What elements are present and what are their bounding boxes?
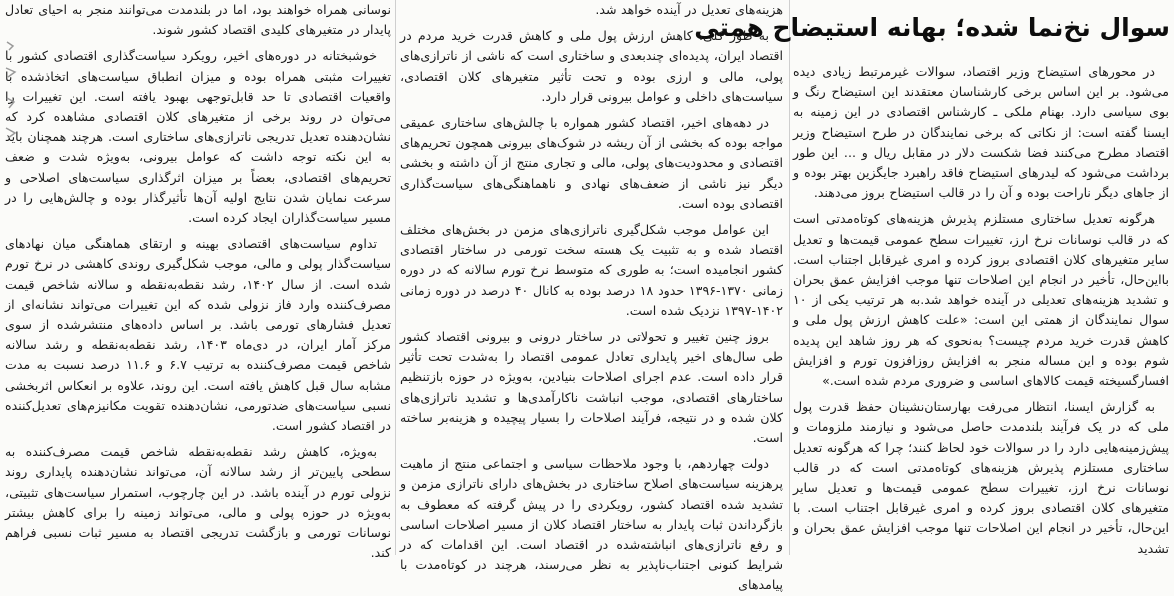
paragraph: دولت چهاردهم، با وجود ملاحظات سیاسی و اجتماعی منتج از ماهیت پرهزینه سیاست‌های اصلاح ساختاری در بخش‌های دارای ناترازی مزمن و تشدید شده اقتصاد کشور، رویکردی را در پیش گرفته که معطوف به بازگرداندن ثبات پایدار به ساختار اقتصاد کلان از مسیر اصلاحات اساسی و رفع ناترازی‌های انباشته‌شده در اقتصاد است. این اقدامات که در شرایط کنونی اجتناب‌ناپذیر به نظر می‌رسند، هرچند در کوتاه‌مدت با پیامدهای: [400, 456, 783, 593]
scan-marks: [4, 38, 18, 148]
article-headline: سوال نخ‌نما شده؛ بهانه استیضاح همتی: [694, 13, 1170, 42]
article-column-2: [400, 0, 784, 593]
paragraph: تداوم سیاست‌های اقتصادی بهینه و ارتقای هماهنگی میان نهادهای سیاست‌گذار پولی و مالی، موجب شکل‌گیری روندی کاهشی در نرخ تورم شده است. از سال ۱۴۰۲، رشد نقطه‌به‌نقطه و سالانه شاخص قیمت مصرف‌کننده وارد فاز نزولی شده که این تغییرات می‌تواند نشانه‌ای از تعدیل فشارهای تورمی باشد. بر اساس داده‌های منتشرشده از سوی مرکز آمار ایران، در دی‌ماه ۱۴۰۳، رشد نقطه‌به‌نقطه و رشد سالانه شاخص قیمت مصرف‌کننده به ترتیب ۶.۷ و ۱۱.۶ درصد نسبت به مدت مشابه سال قبل کاهش یافته است. این روند، علاوه بر انعکاس اثربخشی نسبی سیاست‌های ضدتورمی، نشان‌دهنده تقویت مکانیزم‌های تعدیل‌کننده در اقتصاد کشور است.: [5, 236, 392, 434]
paragraph: در دهه‌های اخیر، اقتصاد کشور همواره با چالش‌های ساختاری عمیقی مواجه بوده که بخشی از آن ریشه در شوک‌های بیرونی همچون تحریم‌های اقتصادی و محدودیت‌های پولی، مالی و تجاری منتج از آن داشته و بخشی دیگر نیز ناشی از ضعف‌های نهادی و ناهماهنگی‌های سیاست‌گذاری اقتصادی بوده است.: [400, 115, 783, 211]
column-rule: [395, 0, 396, 555]
paragraph: این عوامل موجب شکل‌گیری ناترازی‌های مزمن در بخش‌های مختلف اقتصاد شده و به تثبیت یک هسته سخت تورمی در ساختار اقتصادی کشور انجامیده است؛ به طوری که متوسط نرخ تورم سالانه که در دوره زمانی ۱۳۷۰-۱۳۹۶ حدود ۱۸ درصد بوده به کانال ۴۰ درصد در دوره زمانی ۱۴۰۲-۱۳۹۷ نزدیک شده است.: [400, 222, 784, 318]
paragraph: به گزارش ایسنا، انتظار می‌رفت بهارستان‌نشینان حفظ قدرت پول ملی که در یک فرآیند بلندمدت حاصل می‌شود و نیازمند ملزومات و پیش‌زمینه‌هایی دارد را در سوالات خود لحاظ کنند؛ چرا که هرگونه تعدیل ساختاری مستلزم پذیرش هزینه‌های کوتاه‌مدتی است که در قالب نوسانات نرخ ارز، تغییرات سطح عمومی قیمت‌ها و تعدیل سایر متغیرهای کلان اقتصادی بروز کرده و امری غیرقابل اجتناب است. با این‌حال، تأخیر در انجام این اصلاحات تنها موجب افزایش عمق بحران و تشدید: [793, 399, 1169, 556]
article-column-1: [793, 62, 1169, 555]
paragraph: به‌ویژه، کاهش رشد نقطه‌به‌نقطه شاخص قیمت مصرف‌کننده به سطحی پایین‌تر از رشد سالانه آن، می‌تواند نشان‌دهنده پایداری روند نزولی تورم در آینده باشد. در این چارچوب، استمرار سیاست‌های تثبیتی، به‌ویژه در حوزه پولی و مالی، می‌تواند زمینه را برای کاهش بیشتر نوسانات تورمی و بازگشت تدریجی اقتصاد به مسیر ثبات نسبی فراهم کند.: [5, 444, 391, 561]
paragraph: نوسانی همراه خواهند بود، اما در بلندمدت می‌توانند منجر به احیای تعادل پایدار در متغیرهای کلیدی اقتصاد کشور شوند.: [5, 2, 391, 38]
paragraph: به طور کلی، کاهش ارزش پول ملی و کاهش قدرت خرید مردم در اقتصاد ایران، پدیده‌ای چندبعدی و ساختاری است که ناشی از ناترازی‌های پولی، مالی و ارزی بوده و تحت تأثیر متغیرهای کلان اقتصادی، سیاست‌های داخلی و عوامل بیرونی قرار دارد.: [400, 28, 783, 104]
paragraph: خوشبختانه در دوره‌های اخیر، رویکرد سیاست‌گذاری اقتصادی کشور با تغییرات مثبتی همراه بوده و میزان انطباق سیاست‌های اتخاذشده با واقعیات اقتصادی تا حد قابل‌توجهی بهبود یافته است. این تغییرات را می‌توان در روند برخی از متغیرهای کلان اقتصادی مشاهده کرد که نشان‌دهنده تعدیل تدریجی ناترازی‌های ساختاری است. هرچند همچنان باید به این نکته توجه داشت که عوامل بیرونی، به‌ویژه شدت و ضعف تحریم‌های اقتصادی، بعضاً بر میزان اثرگذاری سیاست‌های اصلاحی و سرعت نمایان شدن نتایج اولیه آن‌ها تأثیرگذار بوده و چالش‌هایی را در مسیر سیاست‌گذاران ایجاد کرده است.: [5, 48, 391, 226]
paragraph: در محورهای استیضاح وزیر اقتصاد، سوالات غیرمرتبط زیادی دیده می‌شود. بر این اساس برخی کارشناسان معتقدند این استیضاح رنگ و بوی سیاسی دارد. بهنام ملکی ـ کارشناس اقتصادی در این زمینه به ایسنا گفته است: از نکاتی که برخی نمایندگان در طرح استیضاح وزیر اقتصاد مطرح می‌کنند فضا شکست دلار در مقابل ریال و ... این طور برداشت می‌شود که لیدرهای استیضاح فاقد راهبرد جایگزین بهتر بوده و از جاهای دیگر ناراحت بوده و آن را در قالب استیضاح بروز می‌دهند.: [793, 64, 1169, 201]
article-column-3: [5, 0, 392, 561]
column-rule: [789, 0, 790, 555]
paragraph: بروز چنین تغییر و تحولاتی در ساختار درونی و بیرونی اقتصاد کشور طی سال‌های اخیر پایداری تعادل عمومی اقتصاد را به‌شدت تحت تأثیر قرار داده است. عدم اجرای اصلاحات بنیادین، به‌ویژه در حوزه بازتنظیم ساختارهای اقتصادی، موجب انباشت ناکارآمدی‌ها و تشدید ناترازی‌های کلان شده و در نتیجه، فرآیند اصلاحات را بسیار پیچیده و هزینه‌بر ساخته است.: [400, 329, 783, 446]
paragraph: هرگونه تعدیل ساختاری مستلزم پذیرش هزینه‌های کوتاه‌مدتی است که در قالب نوسانات نرخ ارز، تغییرات سطح عمومی قیمت‌ها و تعدیل سایر متغیرهای کلان اقتصادی بروز کرده و امری غیرقابل اجتناب است. بااین‌حال، تأخیر در انجام این اصلاحات تنها موجب افزایش عمق بحران و تشدید هزینه‌های تعدیلی در آینده خواهد شد.به هر ترتیب یکی از ۱۰ سوال نمایندگان از همتی این است: «علت کاهش ارزش پول ملی و کاهش قدرت خرید مردم چیست؟ به‌نحوی که هر روز شاهد این پدیده شوم بوده و این مساله منجر به افزایش روزافزون تورم و افزایش افسارگسیخته قیمت کالاهای اساسی و ضروری مردم شده است.»: [793, 211, 1169, 389]
paragraph: هزینه‌های تعدیل در آینده خواهد شد.: [595, 2, 783, 17]
